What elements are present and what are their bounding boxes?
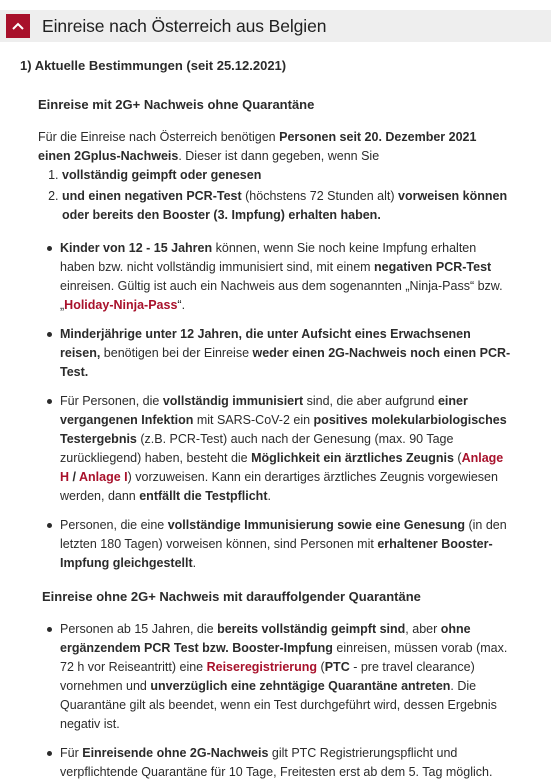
bullet-item: Personen, die eine vollständige Immunisierung sowie eine Genesung (in den letzten 180 Tagen) vorweisen können, sind Personen mit erhaltener Booster-Impfung gleichgestellt.	[60, 516, 513, 573]
bullet-item: Personen ab 15 Jahren, die bereits vollständig geimpft sind, aber ohne ergänzendem PCR Test bzw. Booster-Impfung einreisen, müssen vorab (max. 72 h vor Reiseantritt) eine Reiseregistrierung (PTC - pre travel clearance) vornehmen und unverzüglich eine zehntägige Quarantäne antreten. Die Quarantäne gilt als beendet, wenn ein Test durchgeführt wird, dessen Ergebnis negativ ist.	[60, 620, 513, 734]
bold-text: Einreisende ohne 2G-Nachweis	[82, 746, 269, 760]
block1-title: Einreise mit 2G+ Nachweis ohne Quarantäne	[38, 97, 315, 112]
bold-text: Kinder von 12 - 15 Jahren	[60, 241, 213, 255]
bold-text: Möglichkeit ein ärztliches Zeugnis	[251, 451, 454, 465]
bold-text: Minderjährige unter 12 Jahren, die unter Aufsicht eines Erwachsenen reisen,	[60, 327, 471, 360]
accordion-header[interactable]	[0, 10, 551, 42]
accordion-title: Einreise nach Österreich aus Belgien	[42, 15, 327, 36]
block2-title: Einreise ohne 2G+ Nachweis mit darauffolgender Quarantäne	[42, 589, 421, 604]
inline-link[interactable]: Anlage H	[60, 451, 504, 484]
bold-text: und einen negativen PCR-Test	[62, 189, 242, 203]
chevron-up-icon[interactable]	[6, 14, 30, 38]
bold-text: vorweisen können oder bereits den Booster (3. Impfung) erhalten haben.	[62, 189, 508, 222]
bold-text: weder einen 2G-Nachweis noch einen PCR-Test.	[60, 346, 511, 379]
bullet-item: Für Einreisende ohne 2G-Nachweis gilt PTC Registrierungspflicht und verpflichtende Quarantäne für 10 Tage, Freitesten erst ab dem 5. Tag möglich.	[60, 744, 513, 782]
block1-numbered-list	[38, 166, 511, 225]
block1-bullet-list	[0, 239, 551, 573]
bold-text: bereits vollständig geimpft sind	[217, 622, 406, 636]
bold-text: einer vergangenen Infektion	[60, 394, 468, 427]
inline-link[interactable]: Anlage I	[79, 470, 128, 484]
bold-text: PTC	[324, 660, 350, 674]
inline-link[interactable]: Holiday-Ninja-Pass	[64, 298, 178, 312]
bold-text: ohne ergänzendem PCR Test bzw. Booster-Impfung	[60, 622, 471, 655]
bold-text: entfällt die Testpflicht	[139, 489, 268, 503]
section-title: 1) Aktuelle Bestimmungen (seit 25.12.2021)	[20, 58, 287, 73]
bold-text: vollständige Immunisierung sowie eine Genesung	[167, 518, 466, 532]
bold-text: erhaltener Booster-Impfung gleichgestellt	[60, 537, 493, 570]
bold-text: /	[69, 470, 79, 484]
bold-text: vollständig geimpft oder genesen	[62, 168, 262, 182]
bullet-item: Kinder von 12 - 15 Jahren können, wenn Sie noch keine Impfung erhalten haben bzw. nicht vollständig immunisiert sind, mit einem negativen PCR-Test einreisen. Gültig ist auch ein Nachweis aus dem sogenannten „Ninja-Pass“ bzw. „Holiday-Ninja-Pass“.	[60, 239, 513, 315]
block2-bullet-list	[0, 620, 551, 782]
bold-text: unverzüglich eine zehntägige Quarantäne antreten	[150, 679, 451, 693]
bold-text: negativen PCR-Test	[374, 260, 492, 274]
bold-text: Personen seit 20. Dezember 2021 einen 2Gplus-Nachweis	[38, 130, 477, 163]
numbered-item	[62, 166, 511, 185]
bold-text: vollständig immunisiert	[162, 394, 304, 408]
block1-intro: Für die Einreise nach Österreich benötigen Personen seit 20. Dezember 2021 einen 2Gplus-Nachweis. Dieser ist dann gegeben, wenn Sie	[38, 130, 477, 163]
bold-text: positives molekularbiologisches Testergebnis	[60, 413, 507, 446]
bullet-item: Für Personen, die vollständig immunisiert sind, die aber aufgrund einer vergangenen Infektion mit SARS-CoV-2 ein positives molekularbiologisches Testergebnis (z.B. PCR-Test) auch nach der Genesung (max. 90 Tage zurückliegend) haben, besteht die Möglichkeit ein ärztliches Zeugnis (Anlage H / Anlage I) vorzuweisen. Kann ein derartiges ärztliches Zeugnis vorgewiesen werden, dann entfällt die Testpflicht.	[60, 392, 513, 506]
bullet-item: Minderjährige unter 12 Jahren, die unter Aufsicht eines Erwachsenen reisen, benötigen bei der Einreise weder einen 2G-Nachweis noch einen PCR-Test.	[60, 325, 513, 382]
numbered-item: 2. und einen negativen PCR-Test (höchstens 72 Stunden alt) vorweisen können oder bereits den Booster (3. Impfung) erhalten haben.	[62, 187, 511, 225]
inline-link[interactable]: Reiseregistrierung	[206, 660, 318, 674]
